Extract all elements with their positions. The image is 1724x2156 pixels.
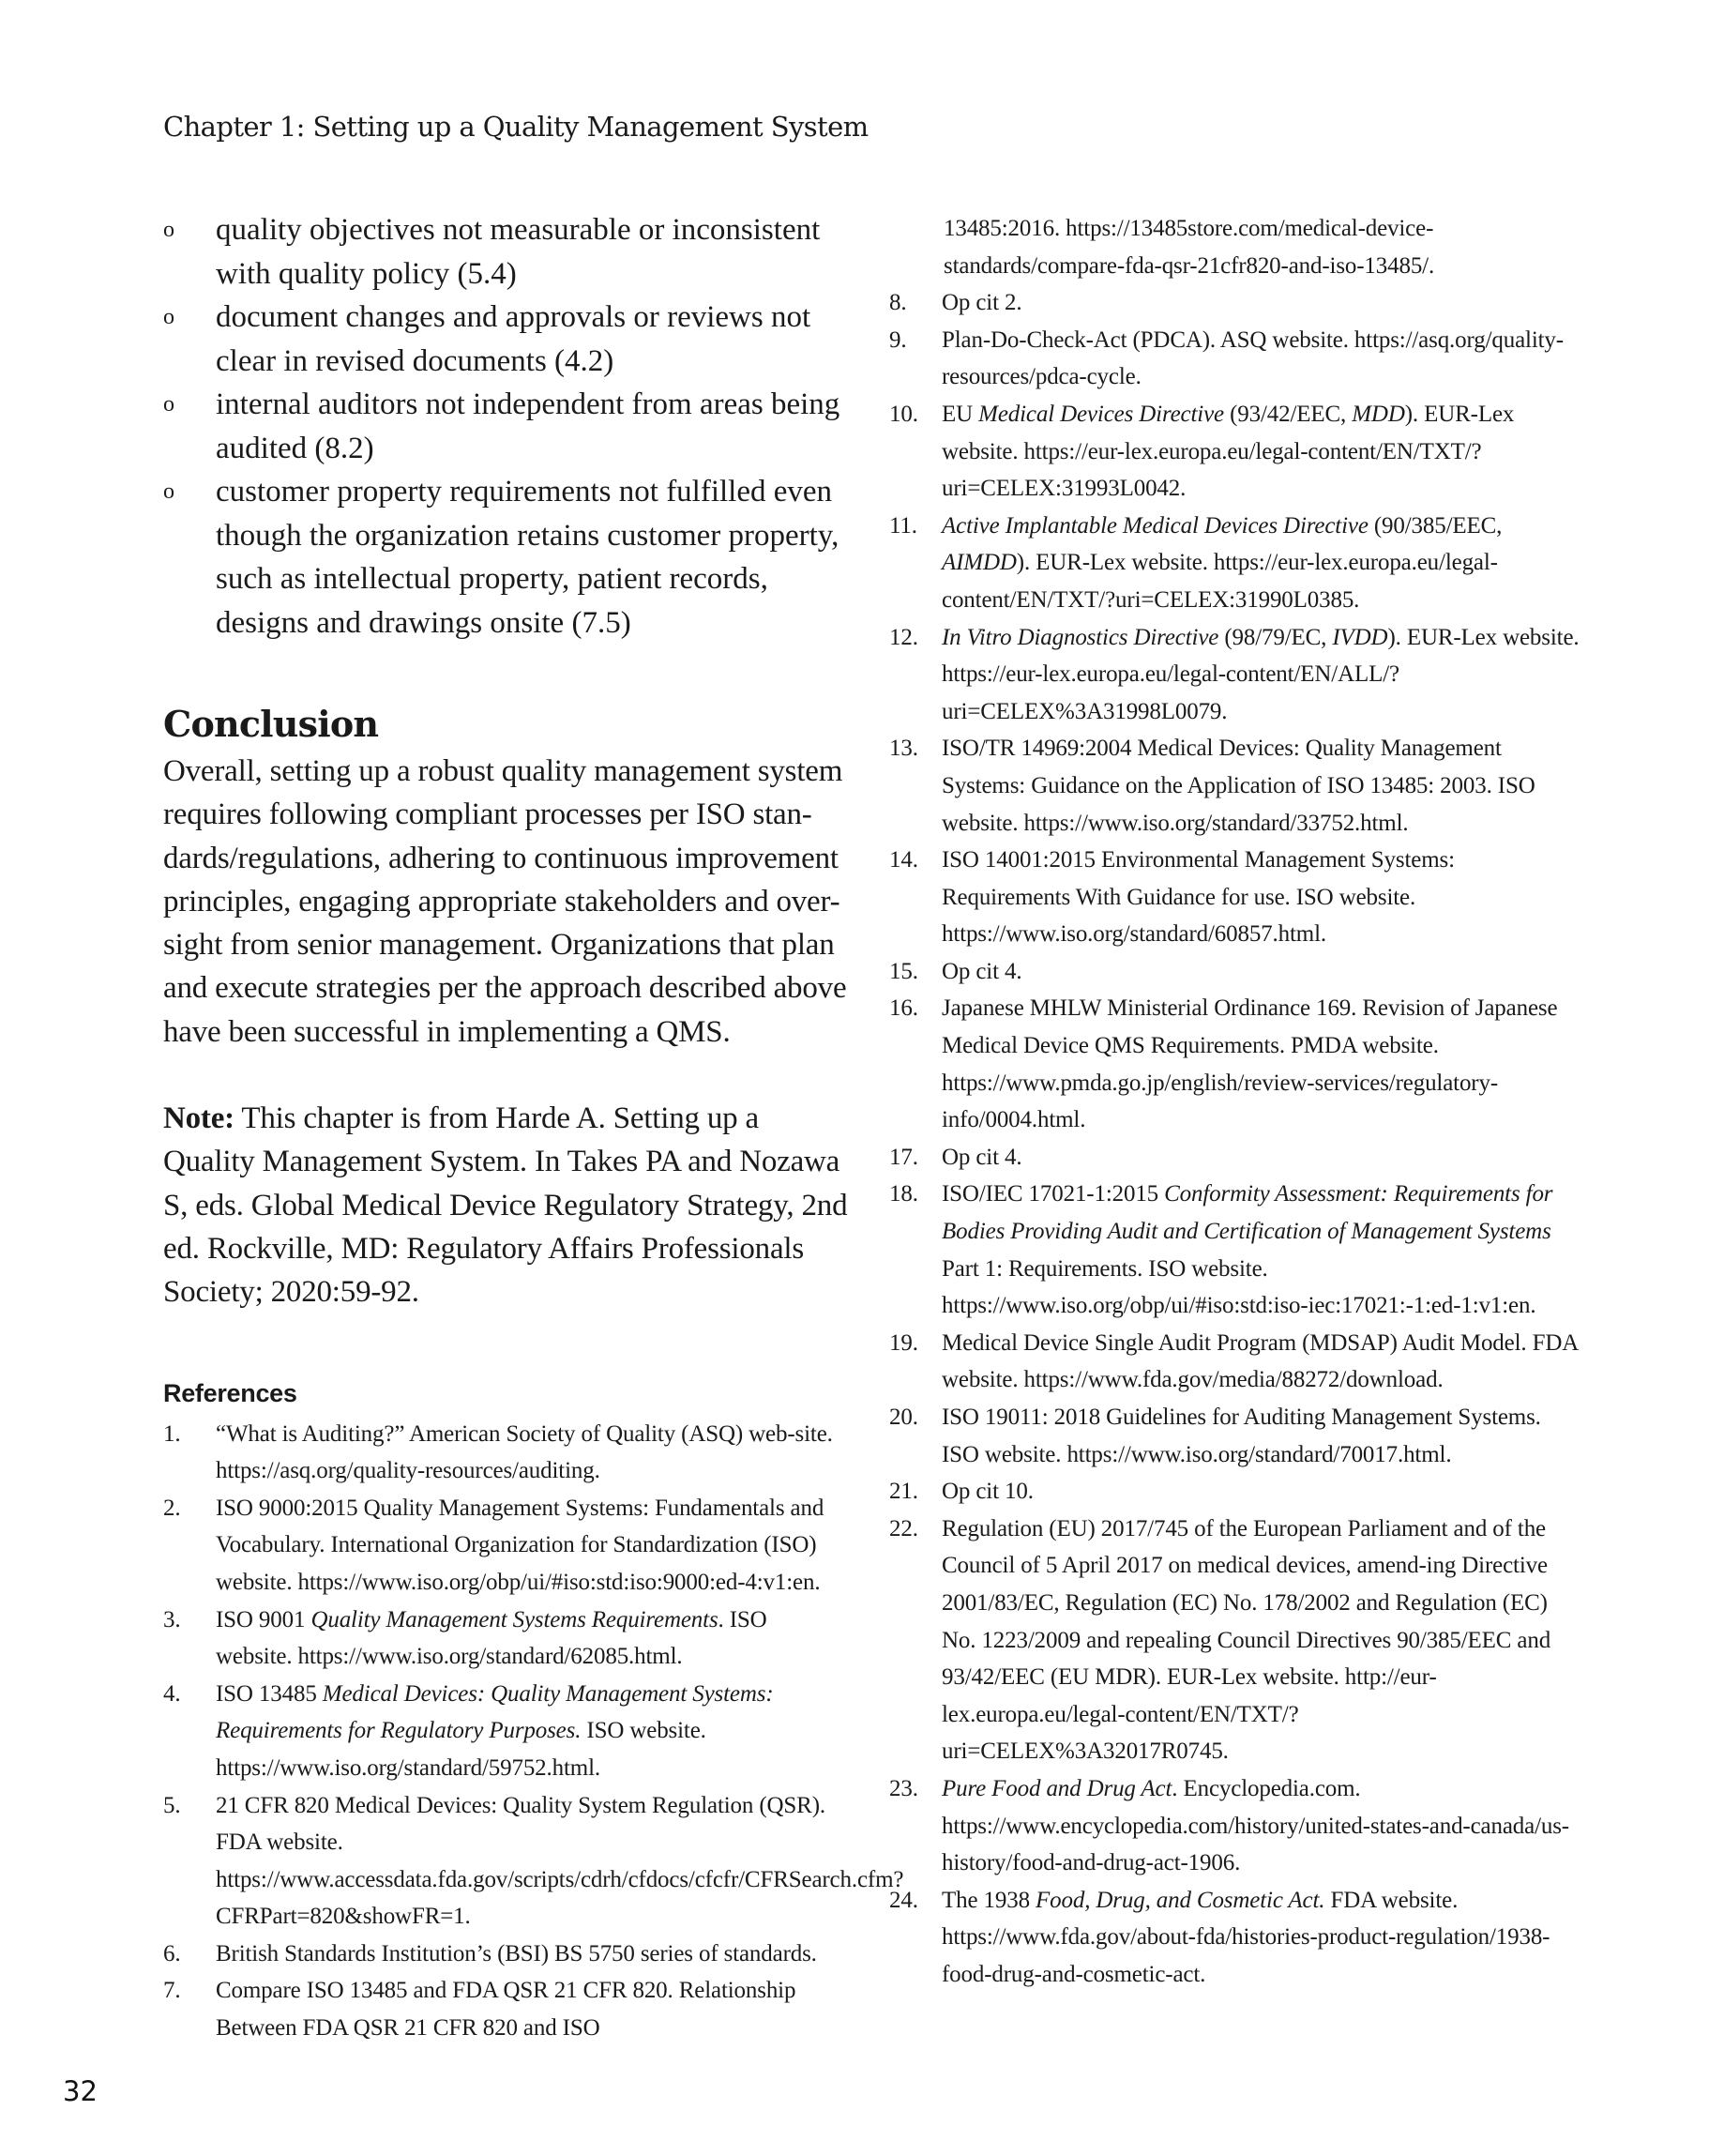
reference-continuation: 13485:2016. https://13485store.com/medical-device-standards/compare-fda-qsr-21cfr820-and-iso-13485/. <box>944 216 1435 279</box>
reference-text: Regulation (EU) 2017/745 of the European Parliament and of the Council of 5 April 2017 on medical devices, amend-ing Directive 2001/83/EC, Regulation (EC) No. 178/2002 and Regulation (EC) No. 1223/2009 and repealing Council Directives 90/385/EEC and 93/42/EEC (EU MDR). EUR-Lex website. http://eur-lex.europa.eu/legal-content/EN/TXT/?uri=CELEX%3A32017R0745. <box>942 1515 1551 1765</box>
reference-item <box>889 284 1583 322</box>
reference-number: 8. <box>889 290 907 316</box>
bullet-item <box>163 383 848 470</box>
reference-item <box>889 1473 1583 1511</box>
reference-item <box>889 730 1583 842</box>
reference-number: 7. <box>163 1978 181 2004</box>
findings-bullet-list <box>163 208 848 645</box>
reference-item <box>163 1416 848 1490</box>
note-paragraph <box>163 1097 848 1313</box>
reference-number: 19. <box>889 1329 918 1356</box>
reference-item <box>889 508 1583 619</box>
reference-text: ISO 9000:2015 Quality Management Systems: Fundamentals and Vocabulary. International Organization for Standardization (ISO) website. https://www.iso.org/obp/ui/#iso:std:iso:9000:ed-4:v1:en. <box>216 1495 824 1595</box>
reference-text: (93/42/EEC, <box>1224 401 1353 427</box>
reference-item <box>889 1511 1583 1770</box>
references-list-right <box>889 284 1583 1993</box>
note-label: Note: <box>163 1101 234 1136</box>
reference-text: Op cit 4. <box>942 1144 1022 1170</box>
reference-text: FDA website. https://www.fda.gov/about-fda/histories-product-regulation/1938-food-drug-and-cosmetic-act. <box>942 1887 1550 1987</box>
reference-title-italic: Medical Devices: Quality Management Systems: Requirements for Regulatory Purposes. <box>216 1680 774 1744</box>
reference-item <box>889 1882 1583 1994</box>
reference-number: 11. <box>889 512 917 539</box>
reference-item <box>889 396 1583 508</box>
reference-text: Part 1: Requirements. ISO website. https://www.iso.org/obp/ui/#iso:std:iso-iec:17021:-1:ed-1:v1:en. <box>942 1255 1536 1319</box>
bullet-item <box>163 208 848 296</box>
reference-number: 3. <box>163 1606 181 1632</box>
reference-item <box>889 619 1583 731</box>
reference-number: 1. <box>163 1420 181 1447</box>
reference-item <box>889 322 1583 396</box>
reference-text: ISO 13485 <box>216 1680 323 1707</box>
reference-text: . ISO website. https://www.iso.org/standard/62085.html. <box>216 1606 767 1670</box>
bullet-item <box>163 470 848 645</box>
reference-number: 22. <box>889 1515 918 1541</box>
reference-title-italic: Medical Devices Directive <box>978 401 1224 427</box>
reference-title-italic: AIMDD <box>942 550 1017 576</box>
reference-number: 10. <box>889 401 918 427</box>
reference-text: (90/385/EEC, <box>1368 512 1503 539</box>
reference-item <box>163 1936 848 1973</box>
bullet-circle-icon: o <box>163 305 174 329</box>
reference-number: 12. <box>889 624 918 650</box>
reference-item <box>163 1490 848 1602</box>
reference-text: British Standards Institution’s (BSI) BS 5750 series of standards. <box>216 1940 817 1966</box>
reference-number: 23. <box>889 1775 918 1801</box>
note-text: This chapter is from Harde A. Setting up a Quality Management System. In Takes PA and Nozawa S, eds. Global Medical Device Regulatory Strategy, 2nd ed. Rockville, MD: Regulatory Affairs Professionals Society; 2020:59-92. <box>163 1101 848 1310</box>
right-column <box>889 210 1583 1994</box>
reference-text: ISO 9001 <box>216 1606 311 1632</box>
reference-item <box>889 990 1583 1138</box>
reference-text: ISO 19011: 2018 Guidelines for Auditing Management Systems. ISO website. https://www.iso.org/standard/70017.html. <box>942 1404 1541 1467</box>
reference-text: ISO/IEC 17021-1:2015 <box>942 1181 1165 1207</box>
reference-text: Compare ISO 13485 and FDA QSR 21 CFR 820. Relationship Between FDA QSR 21 CFR 820 and ISO <box>216 1978 796 2042</box>
reference-number: 5. <box>163 1792 181 1818</box>
reference-text: ). EUR-Lex website. https://eur-lex.europa.eu/legal-content/EN/ALL/?uri=CELEX%3A31998L0079. <box>942 624 1580 724</box>
reference-text: ). EUR-Lex website. https://eur-lex.europa.eu/legal-content/EN/TXT/?uri=CELEX:31990L0385. <box>942 550 1498 613</box>
reference-title-italic: MDD <box>1352 401 1405 427</box>
reference-text: ISO website. https://www.iso.org/standard/59752.html. <box>216 1718 706 1781</box>
reference-item <box>163 1676 848 1787</box>
reference-text: Plan-Do-Check-Act (PDCA). ASQ website. https://asq.org/quality-resources/pdca-cycle. <box>942 326 1564 390</box>
reference-text: Op cit 4. <box>942 958 1022 984</box>
running-header: Chapter 1: Setting up a Quality Management System <box>163 111 869 143</box>
reference-item <box>163 1972 848 2046</box>
reference-title-italic: Quality Management Systems Requirements <box>310 1606 718 1632</box>
reference-item <box>889 842 1583 953</box>
reference-title-italic: Conformity Assessment: Requirements for Bodies Providing Audit and Certification of Management Systems <box>942 1181 1553 1245</box>
reference-text: Op cit 2. <box>942 290 1022 316</box>
reference-item <box>889 953 1583 991</box>
reference-item <box>889 1770 1583 1882</box>
reference-number: 20. <box>889 1404 918 1430</box>
reference-number: 17. <box>889 1144 918 1170</box>
conclusion-heading: Conclusion <box>163 703 379 745</box>
bullet-item <box>163 296 848 383</box>
reference-text: Japanese MHLW Ministerial Ordinance 169. Revision of Japanese Medical Device QMS Requirements. PMDA website. https://www.pmda.go.jp/english/review-services/regulatory-info/0004.html. <box>942 995 1558 1133</box>
reference-text: ). EUR-Lex website. https://eur-lex.europa.eu/legal-content/EN/TXT/?uri=CELEX:31993L0042. <box>942 401 1515 502</box>
reference-number: 18. <box>889 1181 918 1207</box>
reference-title-italic: In Vitro Diagnostics Directive <box>942 624 1219 650</box>
reference-number: 15. <box>889 958 918 984</box>
reference-text: Medical Device Single Audit Program (MDSAP) Audit Model. FDA website. https://www.fda.gov/media/88272/download. <box>942 1329 1578 1393</box>
bullet-circle-icon: o <box>163 218 174 242</box>
reference-text: EU <box>942 401 979 427</box>
reference-number: 16. <box>889 995 918 1022</box>
reference-text: “What is Auditing?” American Society of Quality (ASQ) web-site. https://asq.org/quality-resources/auditing. <box>216 1420 833 1484</box>
reference-title-italic: IVDD <box>1332 624 1388 650</box>
page-number: 32 <box>63 2075 98 2107</box>
reference-text: Op cit 10. <box>942 1479 1034 1505</box>
reference-number: 9. <box>889 326 907 353</box>
conclusion-paragraph: Overall, setting up a robust quality management system requires following compliant processes per ISO stan-dards/regulations, adhering to continuous improvement principles, engaging appropriate stakeholders and over-sight from senior management. Organizations that plan and execute strategies per the approach described above have been successful in implementing a QMS. <box>163 754 847 1049</box>
reference-text: ISO/TR 14969:2004 Medical Devices: Quality Management Systems: Guidance on the Application of ISO 13485: 2003. ISO website. https://www.iso.org/standard/33752.html. <box>942 736 1535 836</box>
reference-item <box>889 1399 1583 1473</box>
reference-text: 21 CFR 820 Medical Devices: Quality System Regulation (QSR). FDA website. https://www.accessdata.fda.gov/scripts/cdrh/cfdocs/cfcfr/CFRSearch.cfm?CFRPart=820&showFR=1. <box>216 1792 904 1930</box>
references-heading: References <box>163 1378 297 1407</box>
bullet-text: document changes and approvals or reviews not clear in revised documents (4.2) <box>216 300 811 378</box>
reference-title-italic: Pure Food and Drug Act <box>942 1775 1172 1801</box>
reference-number: 2. <box>163 1495 181 1521</box>
reference-number: 13. <box>889 736 918 762</box>
reference-text: . Encyclopedia.com. https://www.encyclopedia.com/history/united-states-and-canada/us-history/food-and-drug-act-1906. <box>942 1775 1569 1876</box>
reference-title-italic: Active Implantable Medical Devices Directive <box>942 512 1369 539</box>
bullet-text: quality objectives not measurable or inconsistent with quality policy (5.4) <box>216 213 821 291</box>
bullet-circle-icon: o <box>163 479 174 504</box>
reference-title-italic: Food, Drug, and Cosmetic Act. <box>1036 1887 1325 1913</box>
bullet-text: internal auditors not independent from areas being audited (8.2) <box>216 387 840 465</box>
bullet-text: customer property requirements not fulfilled even though the organization retains customer property, such as intellectual property, patient records, designs and drawings onsite (7.5) <box>216 475 839 640</box>
reference-text: The 1938 <box>942 1887 1036 1913</box>
reference-item <box>889 1139 1583 1177</box>
reference-number: 4. <box>163 1680 181 1707</box>
reference-text: (98/79/EC, <box>1218 624 1333 650</box>
reference-number: 6. <box>163 1940 181 1966</box>
reference-text: ISO 14001:2015 Environmental Management Systems: Requirements With Guidance for use. ISO website. https://www.iso.org/standard/60857.html. <box>942 847 1455 948</box>
reference-number: 24. <box>889 1887 918 1913</box>
reference-item <box>889 1325 1583 1399</box>
reference-number: 21. <box>889 1479 918 1505</box>
reference-item <box>163 1602 848 1676</box>
reference-item <box>889 1176 1583 1324</box>
bullet-circle-icon: o <box>163 392 174 417</box>
reference-number: 14. <box>889 847 918 873</box>
